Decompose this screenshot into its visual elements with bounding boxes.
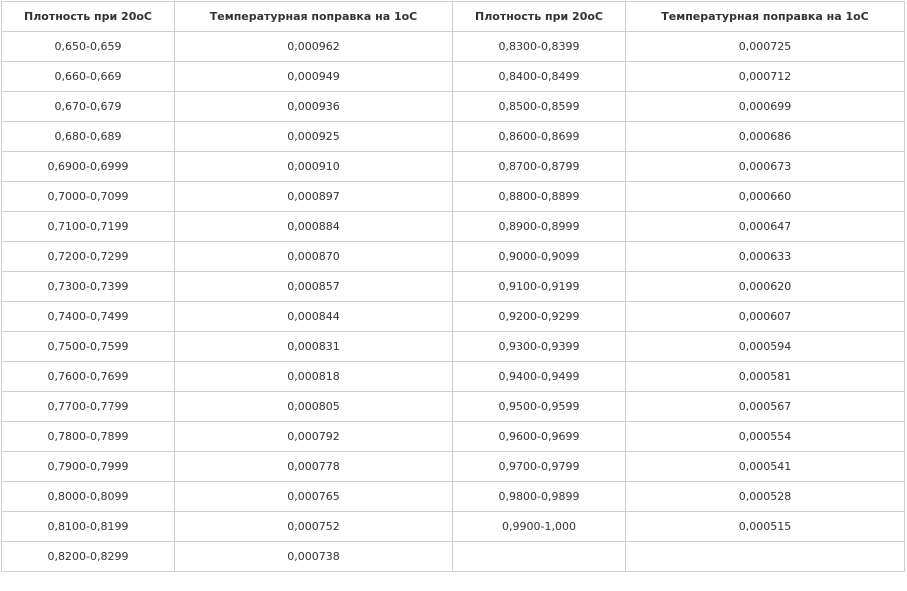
table-row [2,332,905,362]
table-row [2,92,905,122]
density-range-cell: 0,670-0,679 [2,92,175,122]
correction-value-cell: 0,000594 [626,332,905,362]
density-range-cell: 0,8300-0,8399 [453,32,626,62]
correction-value-cell: 0,000805 [175,392,453,422]
correction-value-cell: 0,000884 [175,212,453,242]
correction-value-cell: 0,000699 [626,92,905,122]
table-row [2,302,905,332]
density-range-cell: 0,9300-0,9399 [453,332,626,362]
table-row [2,242,905,272]
correction-value-cell [626,542,905,572]
table-header-row [2,2,905,32]
correction-value-cell: 0,000752 [175,512,453,542]
density-range-cell: 0,7800-0,7899 [2,422,175,452]
density-range-cell: 0,9100-0,9199 [453,272,626,302]
correction-value-cell: 0,000936 [175,92,453,122]
correction-value-cell: 0,000607 [626,302,905,332]
correction-value-cell: 0,000660 [626,182,905,212]
density-range-cell: 0,9800-0,9899 [453,482,626,512]
table-row [2,32,905,62]
table-row [2,182,905,212]
density-range-cell: 0,9200-0,9299 [453,302,626,332]
density-range-cell: 0,7200-0,7299 [2,242,175,272]
correction-value-cell: 0,000949 [175,62,453,92]
density-range-cell: 0,9000-0,9099 [453,242,626,272]
correction-value-cell: 0,000778 [175,452,453,482]
correction-value-cell: 0,000831 [175,332,453,362]
correction-value-cell: 0,000925 [175,122,453,152]
correction-value-cell: 0,000962 [175,32,453,62]
correction-value-cell: 0,000686 [626,122,905,152]
density-range-cell: 0,9900-1,000 [453,512,626,542]
correction-value-cell: 0,000910 [175,152,453,182]
correction-value-cell: 0,000738 [175,542,453,572]
density-range-cell: 0,8900-0,8999 [453,212,626,242]
density-range-cell: 0,8500-0,8599 [453,92,626,122]
correction-value-cell: 0,000765 [175,482,453,512]
table-body [2,32,905,572]
density-range-cell: 0,6900-0,6999 [2,152,175,182]
density-range-cell: 0,9600-0,9699 [453,422,626,452]
correction-value-cell: 0,000844 [175,302,453,332]
density-range-cell: 0,7100-0,7199 [2,212,175,242]
density-range-cell: 0,9400-0,9499 [453,362,626,392]
correction-value-cell: 0,000633 [626,242,905,272]
correction-value-cell: 0,000870 [175,242,453,272]
density-range-cell: 0,8800-0,8899 [453,182,626,212]
correction-value-cell: 0,000567 [626,392,905,422]
correction-value-cell: 0,000515 [626,512,905,542]
density-range-cell: 0,660-0,669 [2,62,175,92]
table-row [2,272,905,302]
table-row [2,452,905,482]
density-range-cell: 0,8600-0,8699 [453,122,626,152]
density-range-cell: 0,7600-0,7699 [2,362,175,392]
table-row [2,542,905,572]
header-density-left: Плотность при 20оС [2,2,175,32]
density-range-cell [453,542,626,572]
table-row [2,62,905,92]
correction-value-cell: 0,000818 [175,362,453,392]
density-range-cell: 0,8000-0,8099 [2,482,175,512]
density-range-cell: 0,7300-0,7399 [2,272,175,302]
table-row [2,362,905,392]
table-row [2,122,905,152]
correction-value-cell: 0,000725 [626,32,905,62]
correction-value-cell: 0,000647 [626,212,905,242]
correction-value-cell: 0,000792 [175,422,453,452]
header-density-right: Плотность при 20оС [453,2,626,32]
table-row [2,392,905,422]
correction-value-cell: 0,000541 [626,452,905,482]
density-range-cell: 0,8700-0,8799 [453,152,626,182]
table-row [2,422,905,452]
header-correction-left: Температурная поправка на 1оС [175,2,453,32]
density-range-cell: 0,7000-0,7099 [2,182,175,212]
correction-value-cell: 0,000857 [175,272,453,302]
correction-value-cell: 0,000581 [626,362,905,392]
header-correction-right: Температурная поправка на 1оС [626,2,905,32]
density-range-cell: 0,7900-0,7999 [2,452,175,482]
density-range-cell: 0,8200-0,8299 [2,542,175,572]
table-row [2,152,905,182]
density-range-cell: 0,680-0,689 [2,122,175,152]
correction-value-cell: 0,000897 [175,182,453,212]
density-range-cell: 0,8100-0,8199 [2,512,175,542]
correction-value-cell: 0,000528 [626,482,905,512]
table-row [2,482,905,512]
correction-value-cell: 0,000620 [626,272,905,302]
density-range-cell: 0,8400-0,8499 [453,62,626,92]
correction-value-cell: 0,000712 [626,62,905,92]
density-range-cell: 0,650-0,659 [2,32,175,62]
table-row [2,212,905,242]
density-range-cell: 0,7400-0,7499 [2,302,175,332]
density-range-cell: 0,9700-0,9799 [453,452,626,482]
correction-value-cell: 0,000673 [626,152,905,182]
table-row [2,512,905,542]
density-range-cell: 0,7700-0,7799 [2,392,175,422]
density-range-cell: 0,9500-0,9599 [453,392,626,422]
density-correction-table [1,1,905,572]
correction-value-cell: 0,000554 [626,422,905,452]
density-range-cell: 0,7500-0,7599 [2,332,175,362]
